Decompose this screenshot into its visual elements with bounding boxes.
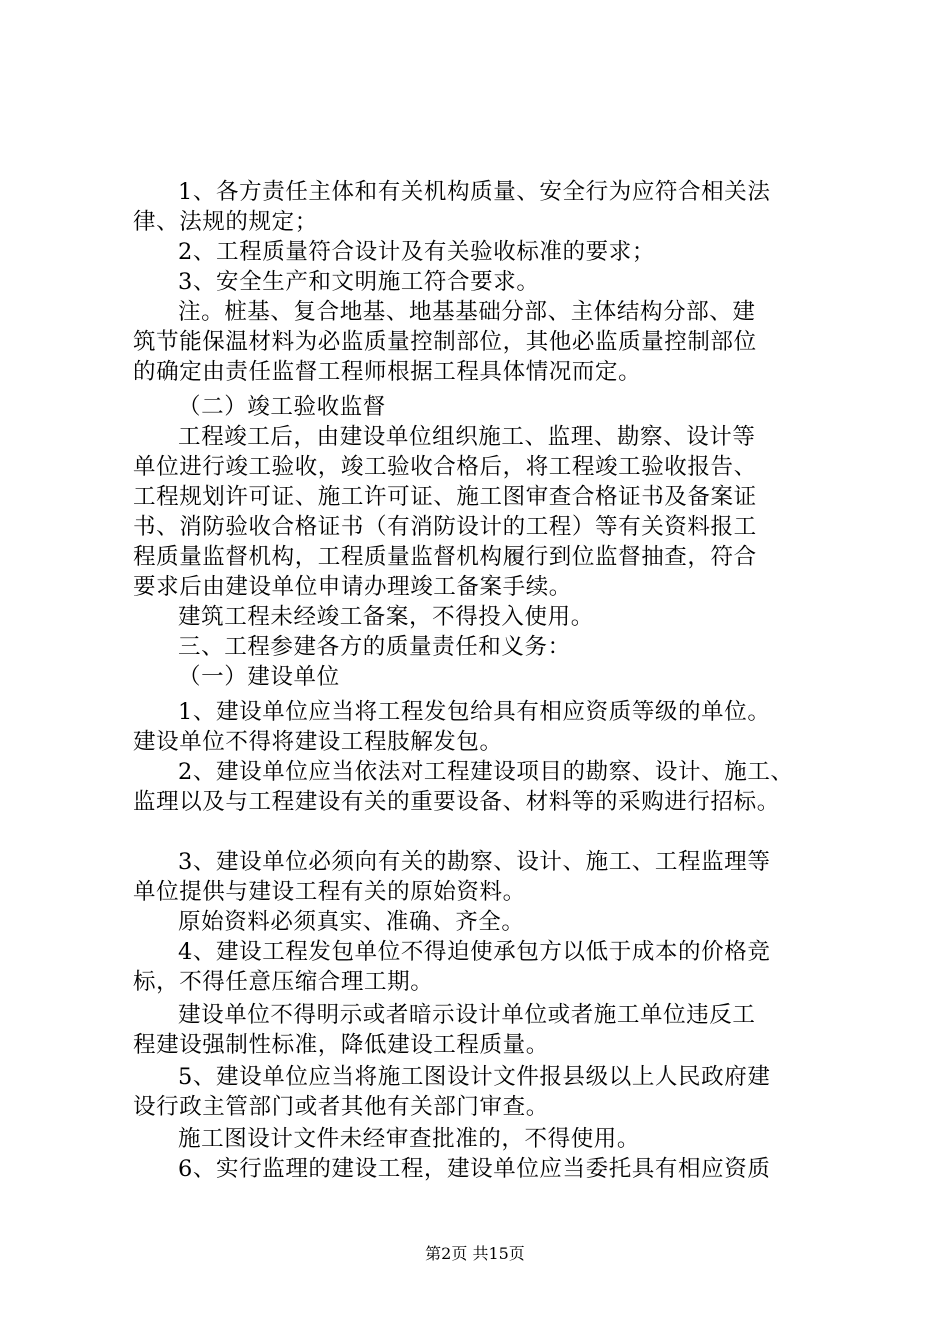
text-line: 标，不得任意压缩合理工期。	[133, 969, 434, 995]
text-line: 工程竣工后，由建设单位组织施工、监理、勘察、设计等	[178, 424, 756, 450]
text-line: 建设单位不得将建设工程肢解发包。	[133, 729, 503, 755]
text-line: 建筑工程未经竣工备案，不得投入使用。	[178, 604, 594, 630]
text-line: 筑节能保温材料为必监质量控制部位，其他必监质量控制部位	[133, 329, 757, 355]
text-line: 律、法规的规定；	[133, 209, 318, 235]
text-line: 要求后由建设单位申请办理竣工备案手续。	[133, 574, 572, 600]
text-line: 程建设强制性标准，降低建设工程质量。	[133, 1032, 549, 1058]
text-line: 工程规划许可证、施工许可证、施工图审查合格证书及备案证	[133, 484, 757, 510]
text-line: 6、实行监理的建设工程，建设单位应当委托具有相应资质	[178, 1156, 771, 1182]
page-number-footer: 第2页 共15页	[425, 1244, 525, 1263]
text-line: 单位进行竣工验收，竣工验收合格后，将工程竣工验收报告、	[133, 454, 757, 480]
text-line: 原始资料必须真实、准确、齐全。	[178, 909, 525, 935]
section-heading: （二）竣工验收监督	[178, 394, 386, 420]
text-line: 2、建设单位应当依法对工程建设项目的勘察、设计、施工、	[178, 759, 794, 785]
section-heading: （一）建设单位	[178, 664, 340, 690]
text-line: 3、安全生产和文明施工符合要求。	[178, 269, 540, 295]
text-line: 单位提供与建设工程有关的原始资料。	[133, 879, 526, 905]
text-line: 程质量监督机构，工程质量监督机构履行到位监督抽查，符合	[133, 544, 757, 570]
section-heading: 三、工程参建各方的质量责任和义务：	[178, 634, 571, 660]
text-line: 4、建设工程发包单位不得迫使承包方以低于成本的价格竞	[178, 939, 771, 965]
text-line: 5、建设单位应当将施工图设计文件报县级以上人民政府建	[178, 1064, 771, 1090]
text-line: 2、工程质量符合设计及有关验收标准的要求；	[178, 239, 655, 265]
text-line: 1、各方责任主体和有关机构质量、安全行为应符合相关法	[178, 179, 771, 205]
text-line: 设行政主管部门或者其他有关部门审查。	[133, 1094, 549, 1120]
text-line: 1、建设单位应当将工程发包给具有相应资质等级的单位。	[178, 699, 771, 725]
text-line: 施工图设计文件未经审查批准的，不得使用。	[178, 1126, 641, 1152]
text-line: 建设单位不得明示或者暗示设计单位或者施工单位违反工	[178, 1002, 756, 1028]
text-line: 注。桩基、复合地基、地基基础分部、主体结构分部、建	[178, 299, 756, 325]
text-line: 3、建设单位必须向有关的勘察、设计、施工、工程监理等	[178, 849, 771, 875]
text-line: 监理以及与工程建设有关的重要设备、材料等的采购进行招标。	[133, 789, 780, 815]
text-line: 的确定由责任监督工程师根据工程具体情况而定。	[133, 359, 642, 385]
text-line: 书、消防验收合格证书（有消防设计的工程）等有关资料报工	[133, 514, 757, 540]
